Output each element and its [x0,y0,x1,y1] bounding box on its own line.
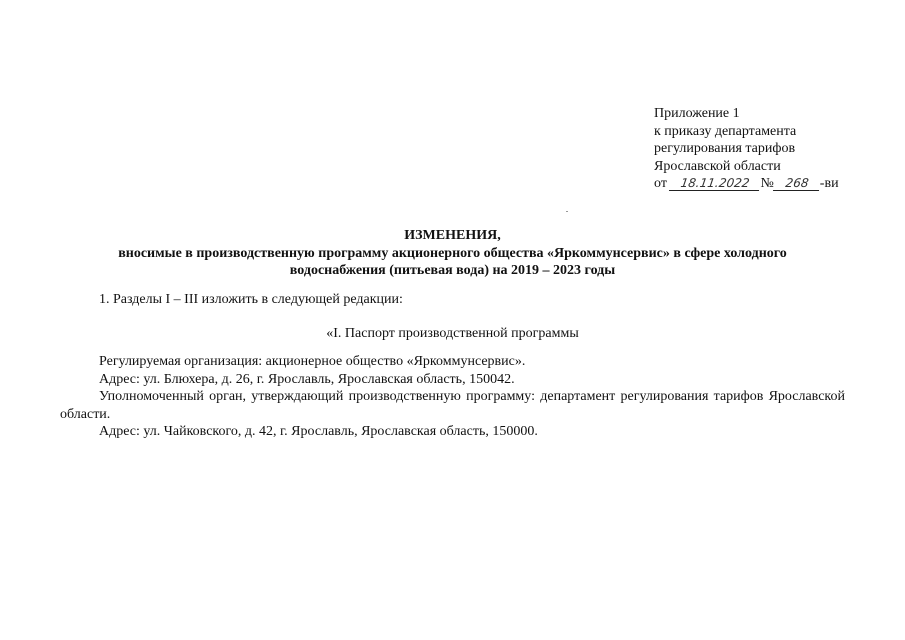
paragraph-address-1: Адрес: ул. Блюхера, д. 26, г. Ярославль, Ярославская область, 150042. [99,371,515,387]
appendix-block [654,105,839,193]
appendix-line-3: регулирования тарифов [654,141,796,156]
paragraph-organization: Регулируемая организация: акционерное общество «Яркоммунсервис». [99,354,526,369]
title-subtitle-line-2: водоснабжения (питьевая вода) на 2019 – 2023 годы [289,263,616,278]
appendix-line-4: Ярославской области [654,158,781,174]
title-heading: ИЗМЕНЕНИЯ, [404,228,501,243]
handwritten-date: 18.11.2022 [669,176,761,191]
handwritten-number: 268 [773,176,821,191]
from-prefix: от [654,176,667,191]
number-prefix: № [760,176,774,191]
appendix-line-1: Приложение 1 [654,106,740,121]
section-heading-text: «I. Паспорт производственной программы [326,326,579,341]
title-subtitle-line-1: вносимые в производственную программу акционерного общества «Яркоммунсервис» в сфере холодного [118,245,787,261]
scan-speck [566,211,568,212]
section-heading [0,326,905,342]
item-1: 1. Разделы I – III изложить в следующей редакции: [99,292,403,307]
document-title [60,227,845,280]
appendix-line-2: к приказу департамента [654,123,797,139]
number-suffix: -ви [819,176,839,191]
appendix-date-line [654,175,839,193]
paragraph-authority: Уполномоченный орган, утверждающий производственную программу: департамент регулирования тарифов Ярославской области. [60,389,845,422]
body-text [60,353,845,441]
paragraph-address-2: Адрес: ул. Чайковского, д. 42, г. Ярославль, Ярославская область, 150000. [99,424,538,439]
